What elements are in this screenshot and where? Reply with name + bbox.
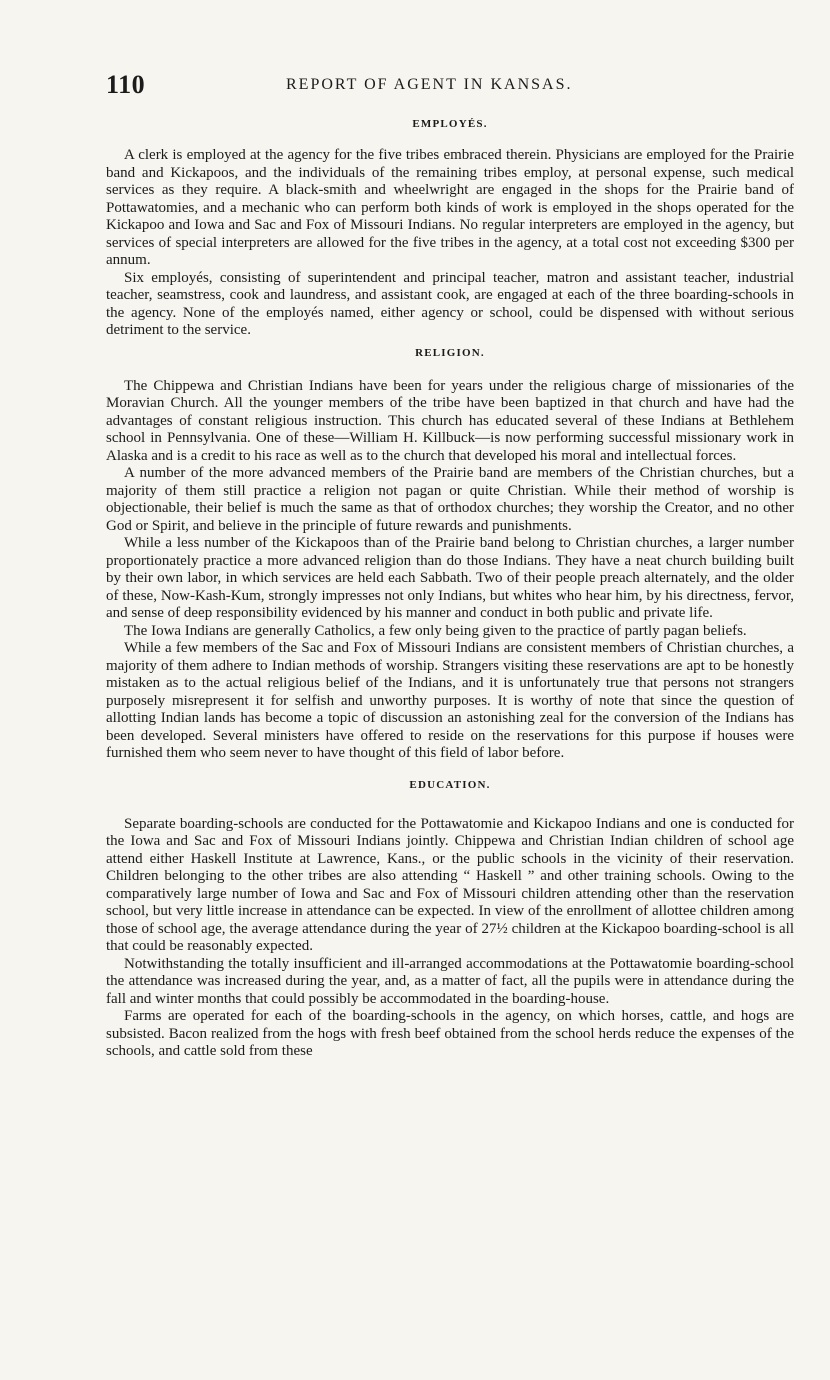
- paragraph: Six employés, consisting of superintendent and principal teacher, matron and assistant teacher, industrial teacher, seamstress, cook and laundress, and assistant cook, are engaged at each of the three boarding-schools in the agency. None of the employés named, either agency or school, could be dispensed with without serious detriment to the service.: [106, 269, 794, 338]
- section-religion: [106, 347, 794, 763]
- paragraph: A number of the more advanced members of the Prairie band are members of the Christian churches, but a majority of them still practice a religion not pagan or quite Christian. While their method of worship is objectionable, their belief is much the same as that of orthodox churches; they worship the Creator, and no other God or Spirit, and believe in the principle of future rewards and punishments.: [106, 465, 794, 534]
- section-employes: [106, 118, 794, 340]
- section-education: [106, 779, 794, 1061]
- page-number: 110: [106, 70, 146, 99]
- section-title-education: EDUCATION.: [409, 778, 491, 791]
- paragraph: Farms are operated for each of the boarding-schools in the agency, on which horses, cattle, and hogs are subsisted. Bacon realized from the hogs with fresh beef obtained from the school herds reduce the expenses of the schools, and cattle sold from these: [106, 1008, 794, 1059]
- paragraph: While a less number of the Kickapoos than of the Prairie band belong to Christian churches, a larger number proportionately practice a more advanced religion than do those Indians. They have a neat church building built by their own labor, in which services are held each Sabbath. Two of their people preach alternately, and the older of these, Now-Kash-Kum, strongly impresses not only Indians, but whites who hear him, by his directness, fervor, and sense of deep responsibility evidenced by his manner and conduct in both public and private life.: [106, 535, 794, 621]
- page-header: [106, 70, 794, 100]
- paragraph: A clerk is employed at the agency for the five tribes embraced therein. Physicians are employed for the Prairie band and Kickapoos, and the individuals of the remaining tribes employ, at personal expense, such medical services as they require. A black-smith and wheelwright are engaged in the shops for the Prairie band of Pottawatomies, and a mechanic who can perform both kinds of work is employed in the shops operated for the Kickapoo and Iowa and Sac and Fox of Missouri Indians. No regular interpreters are employed in the agency, but services of special interpreters are allowed for the five tribes in the agency, at a total cost not exceeding $300 per annum.: [106, 147, 794, 268]
- section-title-employes: EMPLOYÉS.: [412, 118, 488, 130]
- paragraph: Notwithstanding the totally insufficient and ill-arranged accommodations at the Pottawatomie boarding-school the attendance was increased during the year, and, as a matter of fact, all the pupils were in attendance during the fall and winter months that could possibly be accommodated in the boarding-house.: [106, 955, 794, 1007]
- paragraph: The Chippewa and Christian Indians have been for years under the religious charge of missionaries of the Moravian Church. All the younger members of the tribe have been baptized in that church and have had the advantages of constant religious instruction. This church has educated several of these Indians at Bethlehem school in Pennsylvania. One of these—William H. Killbuck—is now performing successful missionary work in Alaska and is a credit to his race as well as to the church that developed his moral and intellectual forces.: [106, 377, 794, 464]
- section-title-religion: RELIGION.: [415, 346, 485, 359]
- running-title: REPORT OF AGENT IN KANSAS.: [286, 76, 573, 93]
- paragraph: The Iowa Indians are generally Catholics, a few only being given to the practice of partly pagan beliefs.: [124, 622, 747, 639]
- paragraph: Separate boarding-schools are conducted for the Pottawatomie and Kickapoo Indians and one is conducted for the Iowa and Sac and Fox of Missouri Indians jointly. Chippewa and Christian Indian children of school age attend either Haskell Institute at Lawrence, Kans., or the public schools in the vicinity of their reservation. Children belonging to the other tribes are also attending “ Haskell ” and other training schools. Owing to the comparatively large number of Iowa and Sac and Fox of Missouri children attending other than the reservation school, but very little increase in attendance can be expected. In view of the enrollment of allottee children among those of school age, the average attendance during the year of 27½ children at the Kickapoo boarding-school is all that could be reasonably expected.: [106, 815, 794, 954]
- paragraph: While a few members of the Sac and Fox of Missouri Indians are consistent members of Christian churches, a majority of them adhere to Indian methods of worship. Strangers visiting these reservations are apt to be honestly mistaken as to the actual religious belief of the Indians, and it is unfortunately true that persons not strangers purposely misrepresent it for selfish and unworthy purposes. It is worthy of note that since the question of allotting Indian lands has become a topic of discussion an astonishing zeal for the conversion of the Indians has been developed. Several ministers have offered to reside on the reservations for this purpose if houses were furnished them who seem never to have thought of this field of labor before.: [106, 640, 794, 761]
